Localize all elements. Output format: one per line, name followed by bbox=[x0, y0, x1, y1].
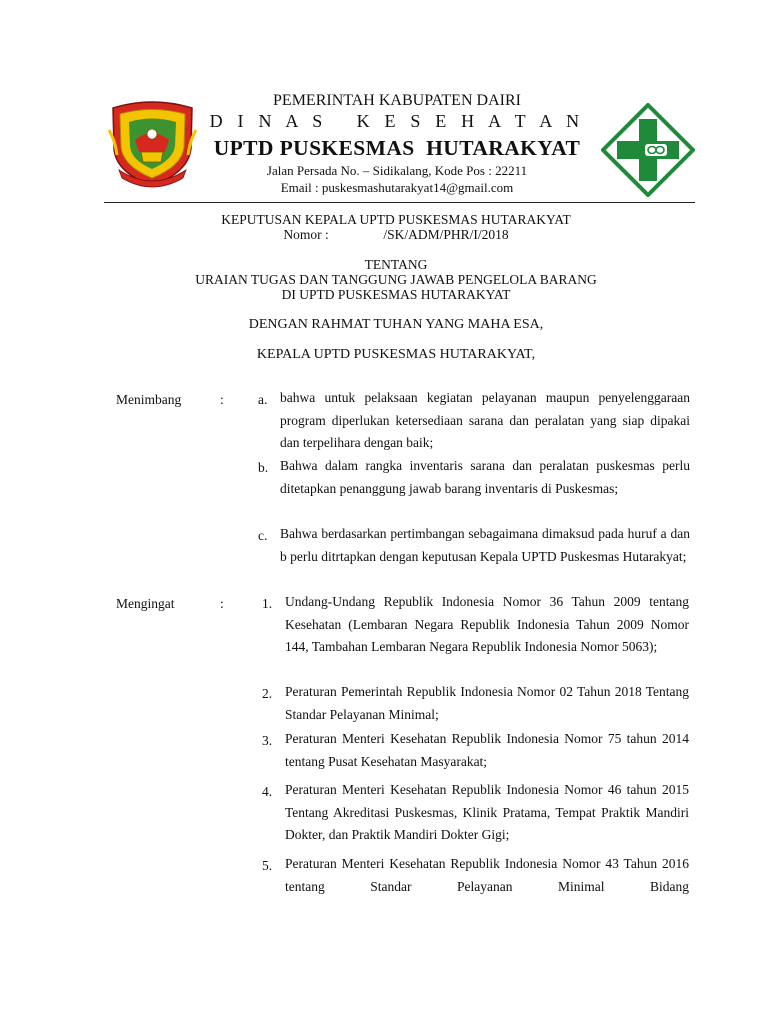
menimbang-colon: : bbox=[220, 392, 224, 407]
menimbang-item-b: Bahwa dalam rangka inventaris sarana dan peralatan puskesmas perlu ditetapkan penanggung jawab barang inventaris di Puskesmas; bbox=[280, 458, 690, 496]
number-label: Nomor : bbox=[283, 227, 329, 242]
mengingat-item-3: Peraturan Menteri Kesehatan Republik Indonesia Nomor 75 tahun 2014 tentang Pusat Kesehatan Masyarakat; bbox=[285, 731, 689, 769]
issuer-line: KEPALA UPTD PUSKESMAS HUTARAKYAT, bbox=[256, 347, 536, 362]
institution-email: Email : puskesmashutarakyat14@gmail.com bbox=[280, 180, 514, 195]
mengingat-item-1: Undang-Undang Republik Indonesia Nomor 36 Tahun 2009 tentang Kesehatan (Lembaran Negara Republik Indonesia Tahun 2009 Nomor 144, Tambahan Lembaran Negara Republik Indonesia Nomor 5063); bbox=[285, 594, 689, 654]
institution-address: Jalan Persada No. – Sidikalang, Kode Pos : 22211 bbox=[266, 163, 528, 178]
subject-line-2: DI UPTD PUSKESMAS HUTARAKYAT bbox=[281, 287, 511, 302]
blessing-line: DENGAN RAHMAT TUHAN YANG MAHA ESA, bbox=[248, 317, 544, 332]
menimbang-mark-c: c. bbox=[258, 528, 268, 543]
menimbang-label: Menimbang bbox=[116, 392, 182, 407]
number-value: /SK/ADM/PHR/I/2018 bbox=[383, 227, 509, 242]
mengingat-label: Mengingat bbox=[116, 596, 175, 611]
institution-name: UPTD PUSKESMAS HUTARAKYAT bbox=[213, 136, 581, 160]
mengingat-item-5: Peraturan Menteri Kesehatan Republik Indonesia Nomor 43 Tahun 2016 tentang Standar Pelayanan Minimal Bidang bbox=[285, 856, 689, 894]
mengingat-mark-4: 4. bbox=[262, 784, 273, 799]
about-heading: TENTANG bbox=[364, 257, 428, 272]
agency-name: D I N A S K E S E H A T A N bbox=[209, 111, 585, 131]
menimbang-mark-a: a. bbox=[258, 392, 268, 407]
menimbang-item-c: Bahwa berdasarkan pertimbangan sebagaimana dimaksud pada huruf a dan b perlu ditrtapkan dengan keputusan Kepala UPTD Puskesmas Hutarakyat; bbox=[280, 526, 690, 564]
mengingat-item-4: Peraturan Menteri Kesehatan Republik Indonesia Nomor 46 tahun 2015 Tentang Akreditasi Puskesmas, Klinik Pratama, Tempat Praktik Mandiri Dokter, dan Praktik Mandiri Dokter Gigi; bbox=[285, 782, 689, 842]
decision-title: KEPUTUSAN KEPALA UPTD PUSKESMAS HUTARAKYAT bbox=[221, 212, 571, 227]
subject-line-1: URAIAN TUGAS DAN TANGGUNG JAWAB PENGELOLA BARANG bbox=[195, 272, 597, 287]
mengingat-mark-5: 5. bbox=[262, 858, 273, 873]
menimbang-mark-b: b. bbox=[258, 460, 269, 475]
letterhead-divider bbox=[104, 202, 695, 203]
government-name: PEMERINTAH KABUPATEN DAIRI bbox=[273, 92, 521, 109]
menimbang-item-a: bahwa untuk pelaksaan kegiatan pelayanan maupun penyelenggaraan program diperlukan ketersediaan sarana dan peralatan yang siap dipakai dan terpelihara dengan baik; bbox=[280, 390, 690, 450]
mengingat-colon: : bbox=[220, 596, 224, 611]
mengingat-mark-2: 2. bbox=[262, 686, 273, 701]
mengingat-mark-1: 1. bbox=[262, 596, 273, 611]
mengingat-mark-3: 3. bbox=[262, 733, 273, 748]
mengingat-item-2: Peraturan Pemerintah Republik Indonesia Nomor 02 Tahun 2018 Tentang Standar Pelayanan Minimal; bbox=[285, 684, 689, 722]
decision-number bbox=[12, 227, 768, 243]
